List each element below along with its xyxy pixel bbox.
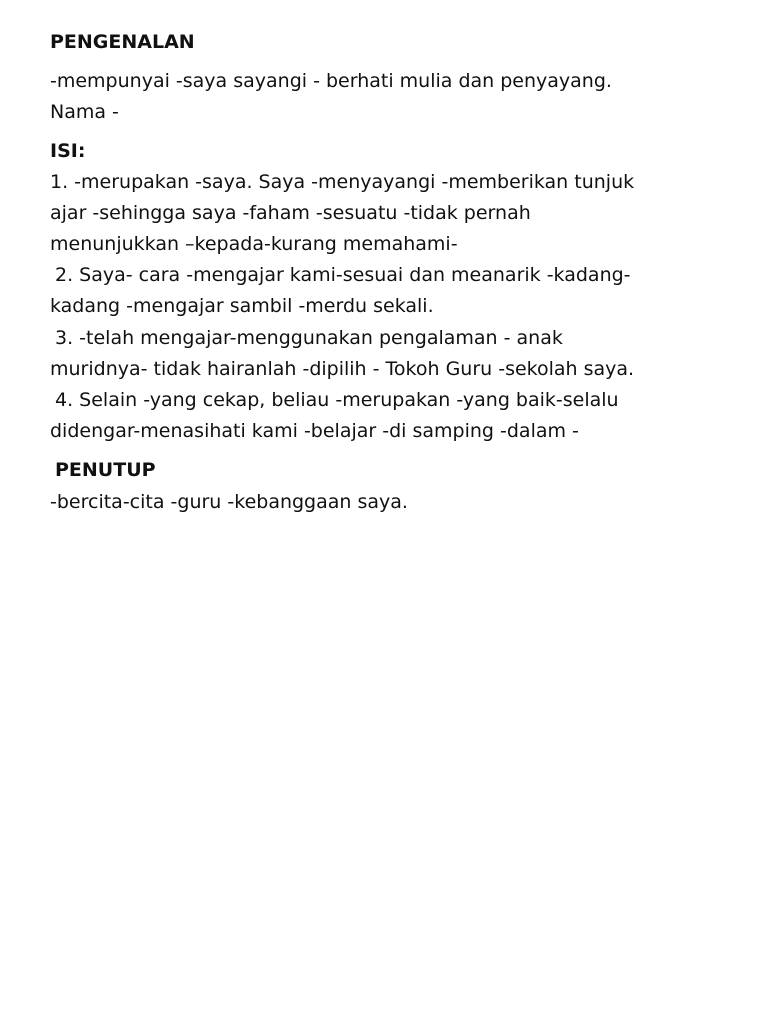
closing-line-1: -bercita-cita -guru -kebanggaan saya. — [50, 491, 408, 513]
section-heading-pengenalan: PENGENALAN — [50, 31, 195, 53]
body-line-6: 3. -telah mengajar-menggunakan pengalaman - anak — [55, 327, 563, 349]
intro-line-2: Nama - — [50, 101, 119, 123]
body-line-8: 4. Selain -yang cekap, beliau -merupakan -yang baik-selalu — [55, 389, 619, 411]
body-line-1: 1. -merupakan -saya. Saya -menyayangi -memberikan tunjuk — [50, 171, 635, 193]
intro-line-1: -mempunyai -saya sayangi - berhati mulia dan penyayang. — [50, 70, 612, 92]
section-heading-isi: ISI: — [50, 140, 86, 162]
body-line-5: kadang -mengajar sambil -merdu sekali. — [50, 295, 434, 317]
section-heading-penutup: PENUTUP — [55, 459, 156, 481]
body-line-9: didengar-menasihati kami -belajar -di samping -dalam - — [50, 420, 579, 442]
body-line-3: menunjukkan –kepada-kurang memahami- — [50, 233, 458, 255]
body-line-7: muridnya- tidak hairanlah -dipilih - Tokoh Guru -sekolah saya. — [50, 358, 635, 380]
body-line-2: ajar -sehingga saya -faham -sesuatu -tidak pernah — [50, 202, 531, 224]
body-line-4: 2. Saya- cara -mengajar kami-sesuai dan meanarik -kadang- — [55, 264, 631, 286]
